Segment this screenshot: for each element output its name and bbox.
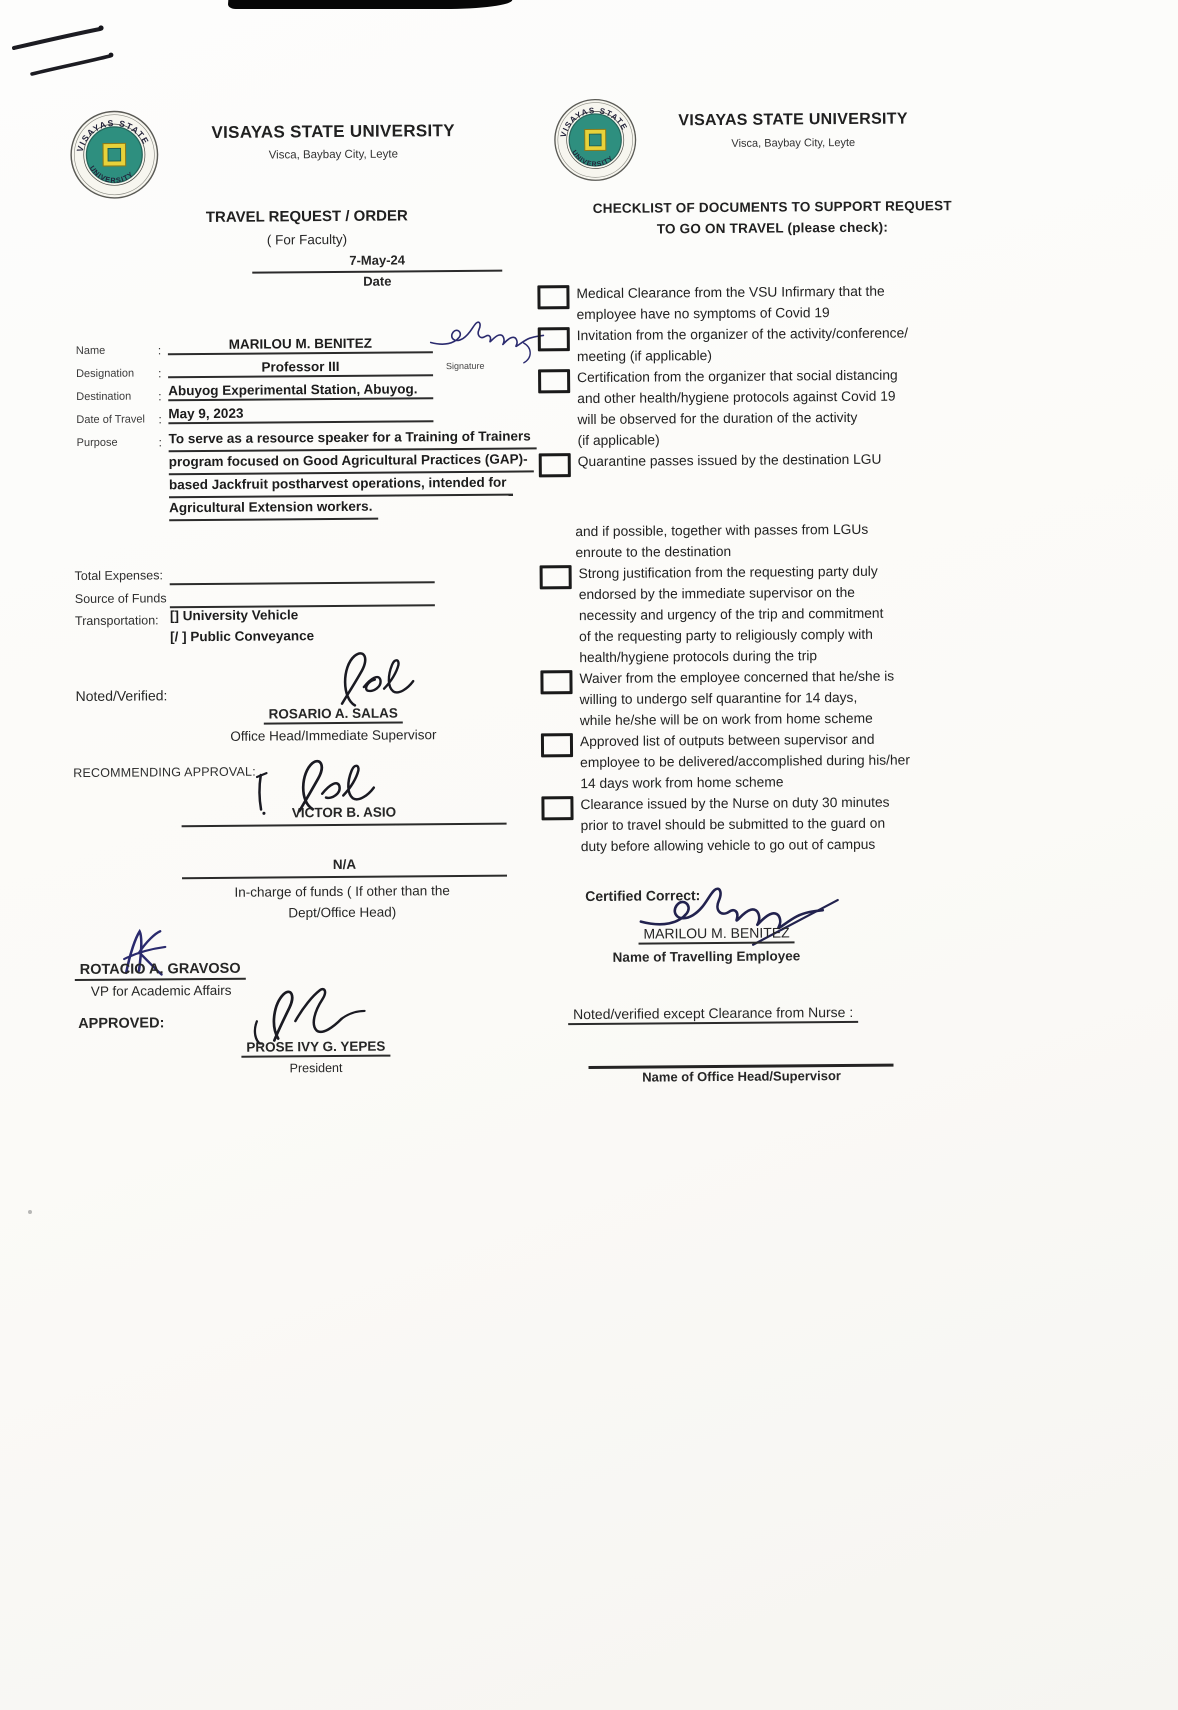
- office-head-caption: Name of Office Head/Supervisor: [642, 1068, 841, 1085]
- checkbox-icon[interactable]: [538, 327, 570, 351]
- checkbox-icon[interactable]: [538, 369, 570, 393]
- name-label: Name: [75, 344, 106, 358]
- president-name: PROSE IVY G. YEPES: [241, 1039, 390, 1058]
- checklist-item: [541, 791, 991, 858]
- checklist-title-line1: CHECKLIST OF DOCUMENTS TO SUPPORT REQUEST: [592, 198, 952, 216]
- form-subtitle: ( For Faculty): [266, 231, 348, 248]
- checkbox-icon[interactable]: [541, 733, 573, 757]
- vp-name: ROTACIO A. GRAVOSO: [75, 961, 246, 981]
- total-expenses-label: Total Expenses:: [74, 568, 163, 584]
- date-value: 7-May-24: [349, 252, 406, 268]
- total-expenses-blank-line: [170, 561, 435, 585]
- checklist-item-text: Quarantine passes issued by the destination LGU: [577, 451, 882, 470]
- purpose-field-value: [168, 426, 569, 521]
- checklist-item-text: Approved list of outputs between supervisor and employee to be delivered/accomplished during his/her 14 days work from home scheme: [579, 731, 910, 792]
- checkbox-icon[interactable]: [541, 796, 573, 820]
- transportation-option-university-vehicle: [] University Vehicle: [169, 607, 299, 624]
- checklist-item: [541, 728, 991, 795]
- vsu-seal-logo: [553, 98, 638, 183]
- checkbox-icon[interactable]: [540, 565, 572, 589]
- transportation-label: Transportation:: [74, 613, 159, 629]
- seal-ring-text-top: VISAYAS STATE: [74, 117, 152, 154]
- right-university-address: Visca, Baybay City, Leyte: [731, 136, 856, 150]
- checklist-continuation: [539, 518, 989, 564]
- checklist-item-text: Medical Clearance from the VSU Infirmary that the employee have no symptoms of Covid 19: [576, 283, 885, 323]
- travelling-employee-name: MARILOU M. BENITEZ: [638, 924, 794, 944]
- field-colon: :: [157, 366, 162, 381]
- checklist-title-line2: TO GO ON TRAVEL (please check):: [656, 219, 889, 237]
- field-colon: :: [157, 343, 162, 358]
- noted-verified-label: Noted/Verified:: [75, 687, 168, 705]
- checklist-item-text: and if possible, together with passes from LGUs enroute to the destination: [575, 521, 869, 561]
- checklist-item-text: Certification from the organizer that social distancing and other health/hygiene protocols against Covid 19 will be observed for the duration of the activity (if applicable): [577, 367, 898, 449]
- funds-incharge-value: N/A: [332, 856, 357, 873]
- travelling-employee-caption: Name of Travelling Employee: [612, 948, 801, 965]
- recommending-approval-name: VICTOR B. ASIO: [291, 804, 397, 821]
- checklist-item: [540, 665, 990, 732]
- name-field-value: MARILOU M. BENITEZ: [168, 335, 433, 355]
- checkbox-icon[interactable]: [537, 285, 569, 309]
- left-university-name: VISAYAS STATE UNIVERSITY: [211, 121, 455, 142]
- vsu-seal-logo: [69, 109, 160, 200]
- seal-ring-text-bottom: UNIVERSITY: [570, 149, 615, 169]
- destination-label: Destination: [76, 390, 132, 404]
- date-caption: Date: [363, 273, 392, 289]
- funds-incharge-caption-line2: Dept/Office Head): [288, 904, 397, 921]
- designation-label: Designation: [76, 367, 135, 381]
- vp-title: VP for Academic Affairs: [90, 982, 232, 999]
- seal-ring-text-top: VISAYAS STATE: [558, 105, 630, 139]
- form-title: TRAVEL REQUEST / ORDER: [205, 207, 408, 227]
- checklist-item-text: Invitation from the organizer of the activity/conference/ meeting (if applicable): [576, 325, 909, 365]
- purpose-line: based Jackfruit postharvest operations, intended for: [169, 473, 513, 499]
- checklist-item: [539, 448, 989, 478]
- recommending-approval-label: RECOMMENDING APPROVAL:: [73, 764, 256, 781]
- checklist: [537, 280, 991, 858]
- funds-incharge-caption-line1: In-charge of funds ( If other than the: [234, 883, 450, 900]
- checklist-item-text: Strong justification from the requesting party duly endorsed by the immediate supervisor on the necessity and urgency of the trip and commitment of the requesting party to religiously comply with health/hygiene protocols during the trip: [578, 563, 884, 666]
- travel-date-label: Date of Travel: [76, 413, 145, 427]
- yepes-signature: [249, 984, 379, 1045]
- checkbox-icon[interactable]: [539, 453, 571, 477]
- designation-field-value: Professor III: [168, 358, 433, 378]
- transportation-option-public-conveyance: [/ ] Public Conveyance: [170, 628, 315, 645]
- checkbox-icon[interactable]: [540, 670, 572, 694]
- office-head-blank-line: [588, 1044, 893, 1069]
- field-colon: :: [158, 435, 162, 450]
- checklist-item: [538, 322, 988, 368]
- purpose-line: To serve as a resource speaker for a Training of Trainers: [168, 426, 536, 452]
- checklist-item: [537, 280, 987, 326]
- left-university-address: Visca, Baybay City, Leyte: [268, 148, 399, 162]
- purpose-line: program focused on Good Agricultural Practices (GAP)-: [169, 449, 534, 475]
- signature-caption: Signature: [445, 360, 485, 372]
- field-colon: :: [158, 412, 162, 427]
- purpose-label: Purpose: [76, 436, 118, 450]
- right-university-name: VISAYAS STATE UNIVERSITY: [678, 110, 908, 130]
- field-colon: :: [158, 389, 162, 404]
- benitez-signature: [630, 878, 846, 960]
- certified-correct-label: Certified Correct:: [585, 887, 701, 905]
- checklist-item: [540, 560, 991, 669]
- approved-label: APPROVED:: [78, 1015, 165, 1033]
- travel-date-field-value: May 9, 2023: [168, 404, 433, 424]
- destination-field-value: Abuyog Experimental Station, Abuyog.: [168, 381, 433, 401]
- noted-except-text: Noted/verified except Clearance from Nurse :: [568, 1004, 858, 1025]
- salas-signature: [322, 646, 434, 711]
- noted-verified-title: Office Head/Immediate Supervisor: [230, 727, 437, 744]
- source-of-funds-blank-line: [170, 584, 435, 608]
- checklist-item-text: Waiver from the employee concerned that he/she is willing to undergo self quarantine for 14 days, while he/she will be on work from home scheme: [579, 668, 895, 729]
- seal-ring-text-bottom: UNIVERSITY: [87, 163, 136, 185]
- checklist-item: [538, 364, 989, 452]
- noted-verified-name: ROSARIO A. SALAS: [264, 705, 403, 724]
- purpose-line: Agricultural Extension workers.: [169, 497, 378, 522]
- checklist-item-text: Clearance issued by the Nurse on duty 30 minutes prior to travel should be submitted to the guard on duty before allowing vehicle to go out of campus: [580, 794, 890, 855]
- president-title: President: [289, 1060, 343, 1076]
- source-of-funds-label: Source of Funds: [74, 591, 167, 607]
